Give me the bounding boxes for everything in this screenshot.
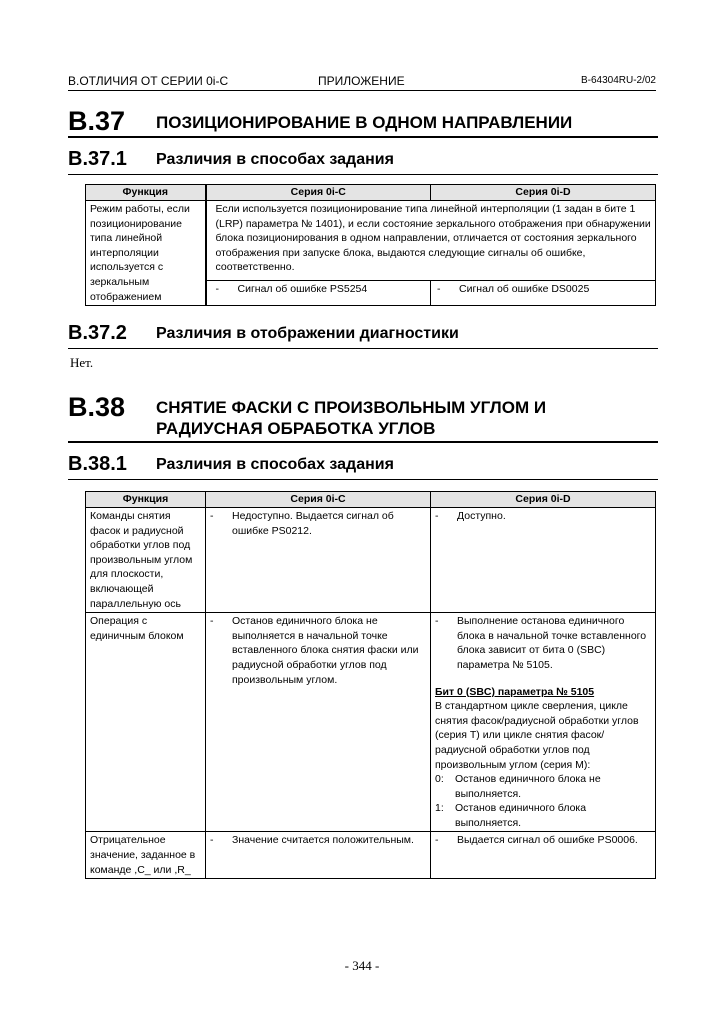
heading-b381-number: B.38.1 [68, 453, 127, 475]
series-c-cell [206, 508, 431, 613]
series-c-text: Сигнал об ошибке PS5254 [237, 283, 368, 296]
heading-b372 [68, 322, 658, 349]
heading-b38-number: B.38 [68, 392, 126, 422]
series-c-text: Недоступно. Выдается сигнал об ошибке PS0212. [232, 510, 394, 537]
bullet-dash: - [210, 510, 214, 522]
series-d-cell [431, 281, 656, 306]
col-header-series-d: Серия 0i-D [431, 185, 656, 201]
heading-b372-number: B.37.2 [68, 322, 127, 344]
bullet-dash: - [435, 615, 439, 628]
heading-b371 [68, 148, 658, 175]
heading-b37 [68, 106, 658, 138]
series-c-cell [206, 613, 431, 832]
series-d-text: Выполнение останова единичного блока в начальной точке вставленного блока зависит от бита 0 (SBC) параметра № 5105. [457, 615, 647, 671]
col-header-series-d: Серия 0i-D [431, 492, 656, 508]
heading-b371-title: Различия в способах задания [156, 151, 394, 168]
table-row [86, 201, 656, 281]
series-d-text: Сигнал об ошибке DS0025 [459, 283, 590, 296]
bullet-dash: - [215, 283, 219, 296]
table-b371-header-row [86, 185, 656, 201]
page-number: - 344 - [344, 958, 380, 973]
bullet-dash: - [435, 510, 439, 522]
col-header-series-c: Серия 0i-C [206, 185, 431, 201]
heading-b381-title: Различия в способах задания [156, 456, 394, 473]
heading-b38-title-line2: РАДИУСНАЯ ОБРАБОТКА УГЛОВ [156, 419, 436, 438]
heading-b38-title-line1: СНЯТИЕ ФАСКИ С ПРОИЗВОЛЬНЫМ УГЛОМ И [156, 398, 547, 417]
page-header [68, 74, 656, 91]
heading-b381 [68, 453, 658, 480]
common-description-cell: Если используется позиционирование типа линейной интерполяции (1 задан в бите 1 (LRP) параметра № 1401), и если состояние зеркального отображения при обнаружении блока позиционирования в одном направлении, отличается от состояния зеркального отображения при запуске блока, выдаются следующие сигналы об ошибке, соответственно. [206, 201, 656, 281]
option-text: Останов единичного блока не выполняется. [455, 773, 601, 800]
heading-b372-title: Различия в отображении диагностики [156, 325, 459, 342]
series-d-cell [431, 613, 656, 832]
heading-b37-number: B.37 [68, 106, 126, 136]
table-b381 [85, 491, 656, 879]
col-header-series-c: Серия 0i-C [206, 492, 431, 508]
series-d-text: Доступно. [457, 510, 506, 522]
table-b371 [85, 184, 656, 306]
series-c-text: Значение считается положительным. [232, 834, 414, 847]
col-header-function: Функция [86, 492, 206, 508]
function-cell: Команды снятия фасок и радиусной обработки углов под произвольным углом для плоскости, включающей параллельную ось [86, 508, 206, 613]
option-text: Останов единичного блока выполняется. [455, 802, 587, 829]
function-cell: Операция с единичным блоком [86, 613, 206, 832]
option-key: 0: [435, 773, 444, 786]
header-section: ПРИЛОЖЕНИЕ [318, 74, 405, 88]
header-doc-number: B-64304RU-2/02 [580, 75, 656, 86]
bullet-dash: - [210, 834, 214, 847]
bullet-dash: - [435, 834, 439, 847]
table-b381-header-row [86, 492, 656, 508]
heading-b37-title: ПОЗИЦИОНИРОВАНИЕ В ОДНОМ НАПРАВЛЕНИИ [156, 113, 573, 132]
heading-b38 [68, 392, 658, 443]
header-chapter: B.ОТЛИЧИЯ ОТ СЕРИИ 0i-C [68, 74, 229, 88]
option-key: 1: [435, 802, 444, 815]
parameter-heading: Бит 0 (SBC) параметра № 5105 [435, 685, 595, 698]
series-c-cell [206, 281, 431, 306]
series-c-cell [206, 832, 431, 879]
bullet-dash: - [437, 283, 441, 296]
series-d-cell [431, 508, 656, 613]
function-cell: Режим работы, если позиционирование типа линейной интерполяции используется с зеркальным отображением [86, 201, 206, 306]
series-d-text: Выдается сигнал об ошибке PS0006. [457, 834, 638, 847]
heading-b371-number: B.37.1 [68, 148, 127, 170]
series-d-cell [431, 832, 656, 879]
series-c-text: Останов единичного блока не выполняется в начальной точке вставленного блока снятия фаски или радиусной обработки углов под произвольным углом. [232, 615, 419, 686]
parameter-description: В стандартном цикле сверления, цикле снятия фасок/радиусной обработки углов (серия T) или цикле снятия фасок/радиусной обработки углов под произвольным углом (серия M): [435, 700, 639, 771]
function-cell: Отрицательное значение, заданное в команде ,C_ или ,R_ [86, 832, 206, 879]
table-row [86, 508, 656, 613]
no-differences-text: Нет. [70, 355, 94, 370]
table-row [86, 832, 656, 879]
col-header-function: Функция [86, 185, 206, 201]
table-row [86, 613, 656, 832]
bullet-dash: - [210, 615, 214, 628]
